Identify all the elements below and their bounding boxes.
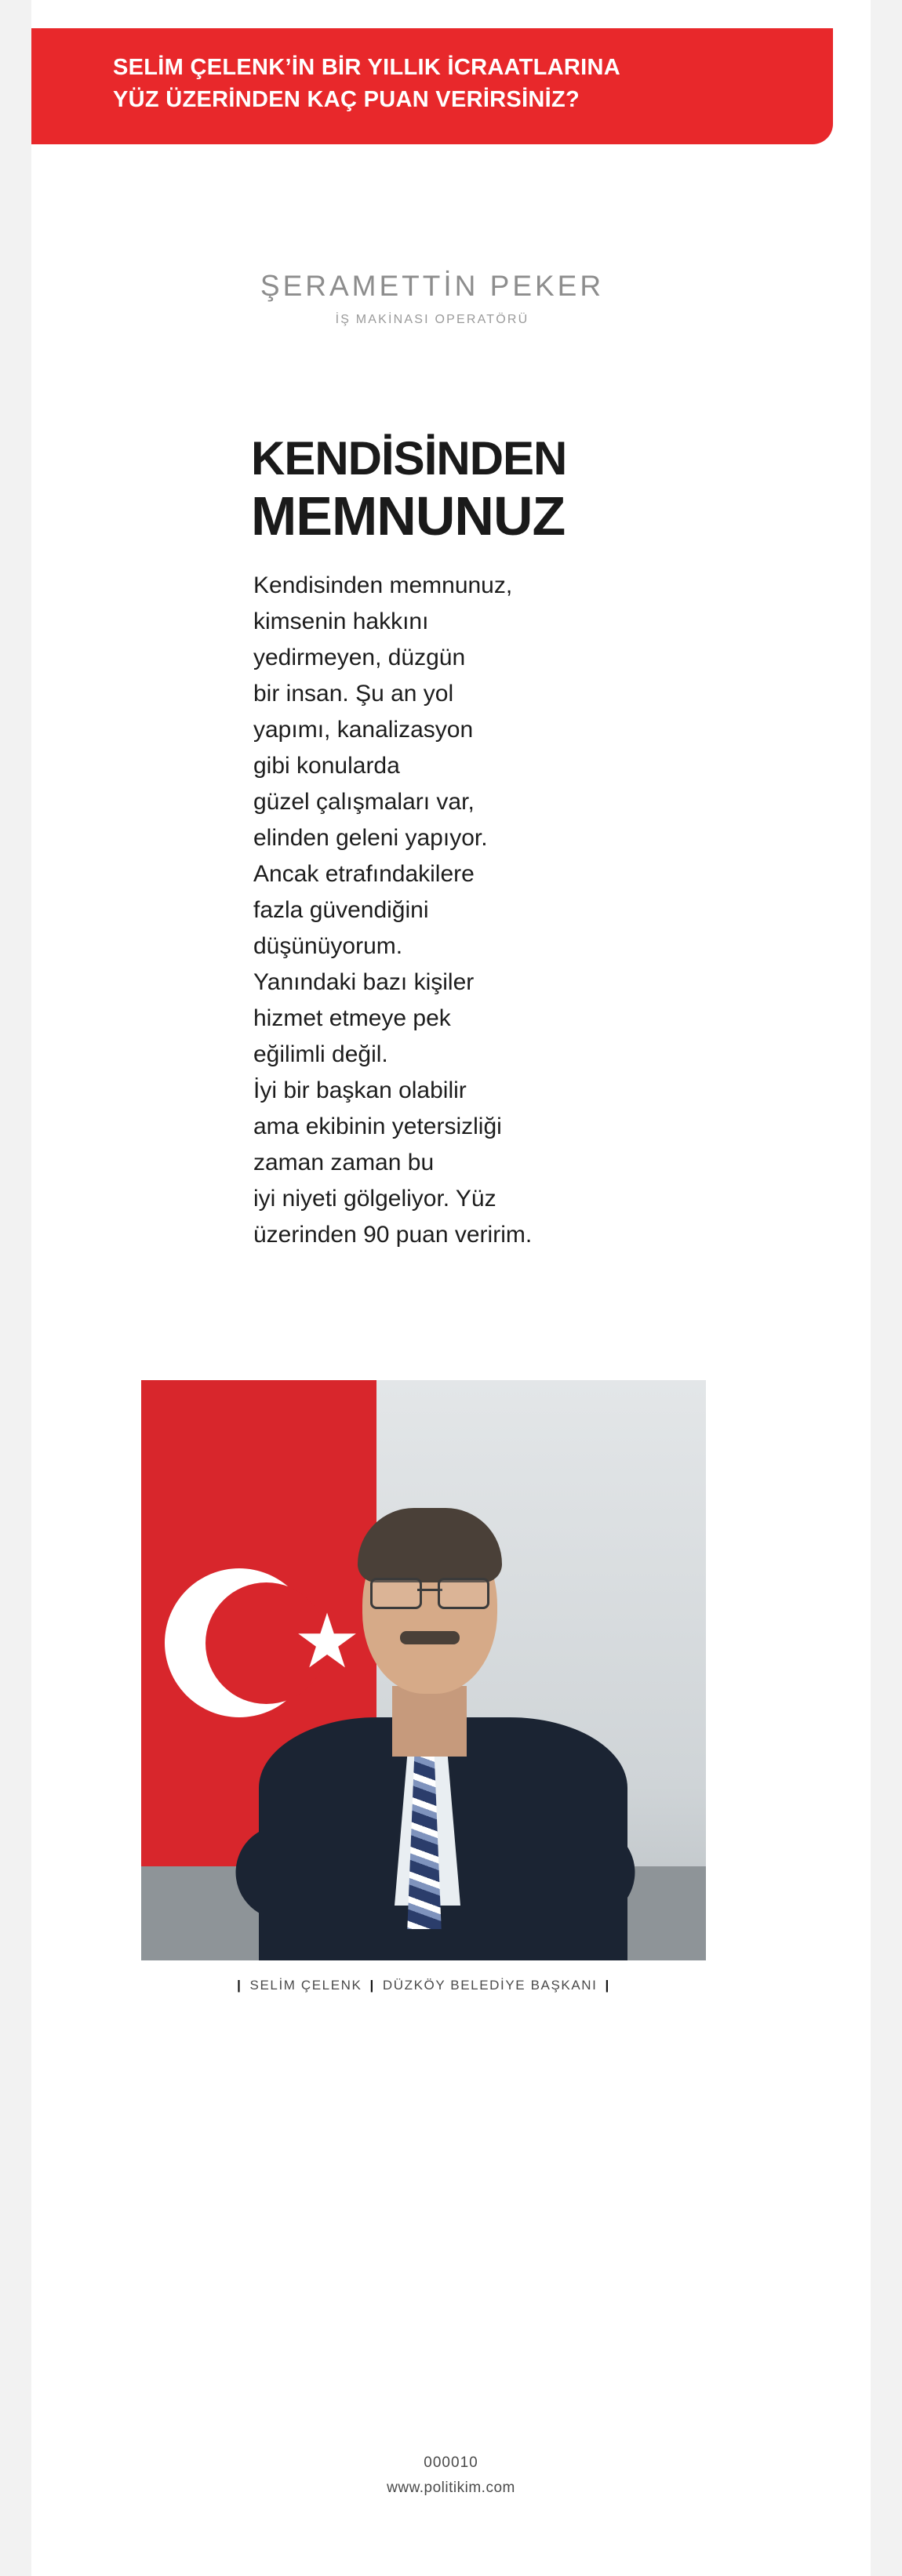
hair-shape: [358, 1508, 502, 1582]
body-line: eğilimli değil.: [253, 1041, 388, 1067]
body-line: Ancak etrafındakilere: [253, 861, 475, 887]
portrait-photo-image: [141, 1380, 706, 1960]
glasses-lens-right: [438, 1578, 489, 1609]
body-line: yedirmeyen, düzgün: [253, 645, 466, 670]
header-question: [113, 52, 787, 116]
body-line: İyi bir başkan olabilir: [253, 1077, 467, 1103]
body-line: zaman zaman bu: [253, 1150, 435, 1175]
caption-person-name: SELİM ÇELENK: [249, 1978, 362, 1993]
article-headline: [251, 434, 816, 545]
website-url: www.politikim.com: [387, 2480, 515, 2496]
headline-line-1: KENDİSİNDEN: [251, 432, 567, 485]
body-line: iyi niyeti gölgeliyor. Yüz: [253, 1186, 496, 1212]
body-line: Kendisinden memnunuz,: [253, 572, 513, 598]
body-line: Yanındaki bazı kişiler: [253, 969, 475, 995]
interviewee-role: İŞ MAKİNASI OPERATÖRÜ: [335, 313, 529, 326]
body-line: ama ekibinin yetersizliği: [253, 1114, 502, 1139]
body-line: düşünüyorum.: [253, 933, 403, 959]
caption-separator-right: |: [605, 1978, 610, 1993]
body-line: üzerinden 90 puan veririm.: [253, 1222, 533, 1248]
header-question-line-2: YÜZ ÜZERİNDEN KAÇ PUAN VERİRSİNİZ?: [113, 87, 580, 113]
body-line: hizmet etmeye pek: [253, 1005, 451, 1031]
interviewee-name: ŞERAMETTİN PEKER: [260, 270, 605, 302]
body-line: gibi konularda: [253, 753, 400, 779]
page-margin-right: [871, 0, 902, 2576]
body-line: kimsenin hakkını: [253, 609, 429, 634]
portrait-photo: [141, 1380, 706, 1960]
glasses-lens-left: [370, 1578, 422, 1609]
header-question-line-1: SELİM ÇELENK’İN BİR YILLIK İCRAATLARINA: [113, 55, 621, 80]
page-number: 000010: [424, 2454, 478, 2471]
headline-line-2: MEMNUNUZ: [251, 485, 566, 547]
neck-shape: [392, 1686, 467, 1757]
page-margin-left: [0, 0, 31, 2576]
body-line: yapımı, kanalizasyon: [253, 717, 474, 743]
moustache-shape: [400, 1631, 460, 1644]
caption-separator-middle: |: [369, 1978, 375, 1993]
page-footer: [0, 2454, 902, 2497]
body-line: güzel çalışmaları var,: [253, 789, 475, 815]
article-body: [253, 568, 818, 1253]
caption-separator-left: |: [237, 1978, 242, 1993]
body-line: bir insan. Şu an yol: [253, 681, 454, 707]
body-line: fazla güvendiğini: [253, 897, 429, 923]
page-sheet: [31, 0, 871, 2576]
eyeglasses-icon: [370, 1578, 489, 1604]
body-line: elinden geleni yapıyor.: [253, 825, 488, 851]
photo-caption: [141, 1978, 706, 1993]
caption-person-title: DÜZKÖY BELEDİYE BAŞKANI: [382, 1978, 598, 1993]
header-banner: [31, 28, 833, 144]
